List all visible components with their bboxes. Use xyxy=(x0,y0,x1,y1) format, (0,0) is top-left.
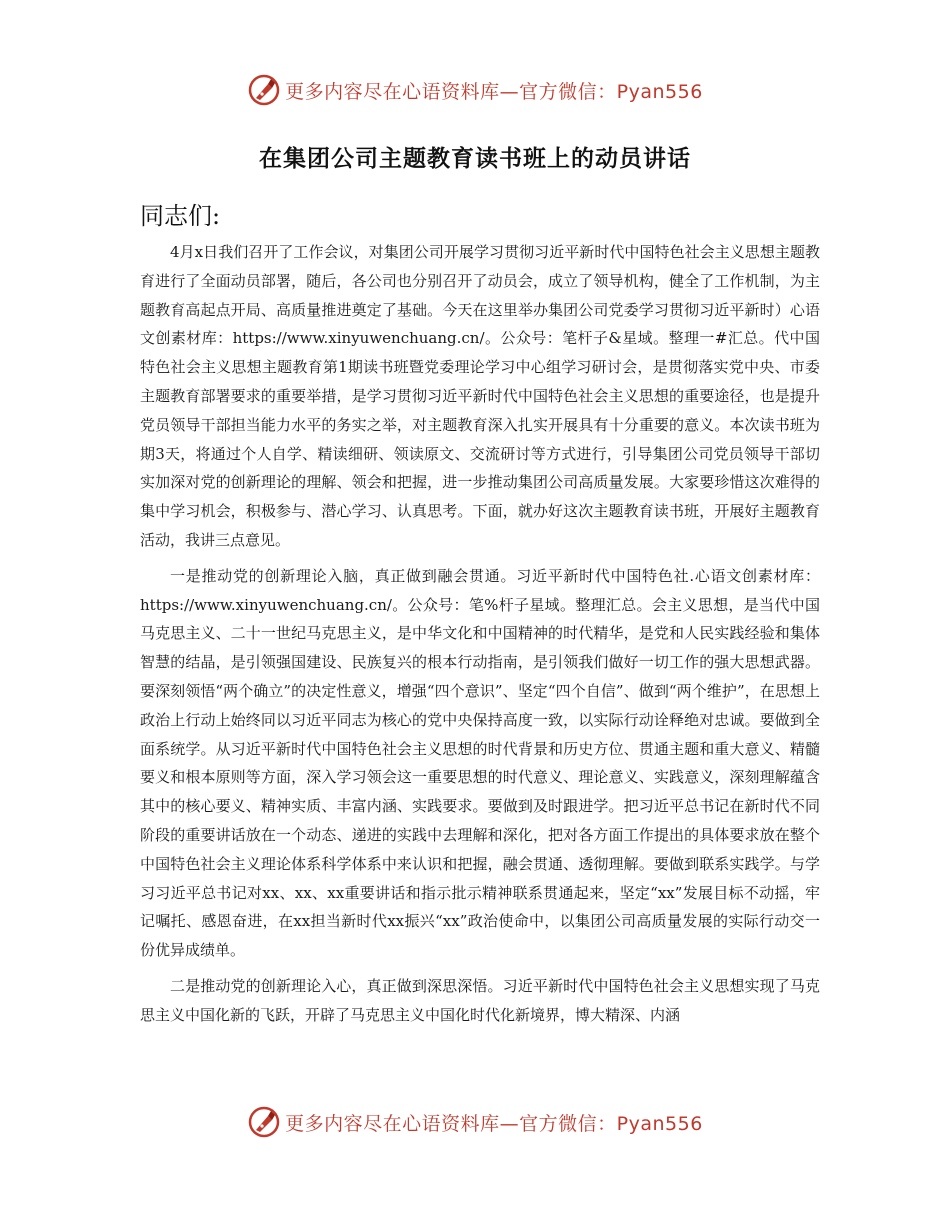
header-banner xyxy=(0,70,950,110)
banner-text: 更多内容尽在心语资料库—官方微信：Pyan556 xyxy=(285,80,703,103)
pen-nib-logo-icon xyxy=(247,73,281,107)
paragraph: 二是推动党的创新理论入心，真正做到深思深悟。习近平新时代中国特色社会主义思想实现了马克思主义中国化新的飞跃，开辟了马克思主义中国化时代化新境界，博大精深、内涵 xyxy=(140,976,820,1024)
pen-nib-logo-icon xyxy=(247,1105,281,1139)
document-body xyxy=(140,238,820,1037)
salutation: 同志们: xyxy=(140,202,221,230)
footer-banner xyxy=(0,1102,950,1142)
banner-text: 更多内容尽在心语资料库—官方微信：Pyan556 xyxy=(285,1112,703,1135)
paragraph: 4月x日我们召开了工作会议，对集团公司开展学习贯彻习近平新时代中国特色社会主义思想主题教育进行了全面动员部署，随后，各公司也分别召开了动员会，成立了领导机构，健全了工作机制，为主题教育高起点开局、高质量推进奠定了基础。今天在这里举办集团公司党委学习贯彻习近平新时）心语文创素材库：https://www.xinyuwenchuang.cn/。公众号：笔杆子&星域。整理一#汇总。代中国特色社会主义思想主题教育第1期读书班暨党委理论学习中心组学习研讨会，是贯彻落实党中央、市委主题教育部署要求的重要举措，是学习贯彻习近平新时代中国特色社会主义思想的重要途径，也是提升党员领导干部担当能力水平的务实之举，对主题教育深入扎实开展具有十分重要的意义。本次读书班为期3天，将通过个人自学、精读细研、领读原文、交流研讨等方式进行，引导集团公司党员领导干部切实加深对党的创新理论的理解、领会和把握，进一步推动集团公司高质量发展。大家要珍惜这次难得的集中学习机会，积极参与、潜心学习、认真思考。下面，就办好这次主题教育读书班，开展好主题教育活动，我讲三点意见。 xyxy=(140,243,820,549)
document-title: 在集团公司主题教育读书班上的动员讲话 xyxy=(259,145,691,172)
paragraph: 一是推动党的创新理论入脑，真正做到融会贯通。习近平新时代中国特色社.心语文创素材库：https://www.xinyuwenchuang.cn/。公众号：笔%杆子星域。整理汇总。会主义思想，是当代中国马克思主义、二十一世纪马克思主义，是中华文化和中国精神的时代精华，是党和人民实践经验和集体智慧的结晶，是引领强国建设、民族复兴的根本行动指南，是引领我们做好一切工作的强大思想武器。要深刻领悟“两个确立”的决定性意义，增强“四个意识”、坚定“四个自信”、做到“两个维护”，在思想上政治上行动上始终同以习近平同志为核心的党中央保持高度一致，以实际行动诠释绝对忠诚。要做到全面系统学。从习近平新时代中国特色社会主义思想的时代背景和历史方位、贯通主题和重大意义、精髓要义和根本原则等方面，深入学习领会这一重要思想的时代意义、理论意义、实践意义，深刻理解蕴含其中的核心要义、精神实质、丰富内涵、实践要求。要做到及时跟进学。把习近平总书记在新时代不同阶段的重要讲话放在一个动态、递进的实践中去理解和深化，把对各方面工作提出的具体要求放在整个中国特色社会主义理论体系科学体系中来认识和把握，融会贯通、透彻理解。要做到联系实践学。与学习习近平总书记对xx、xx、xx重要讲话和指示批示精神联系贯通起来，坚定“xx”发展目标不动摇，牢记嘱托、感恩奋进，在xx担当新时代xx振兴“xx”政治使命中，以集团公司高质量发展的实际行动交一份优异成绩单。 xyxy=(140,566,820,960)
